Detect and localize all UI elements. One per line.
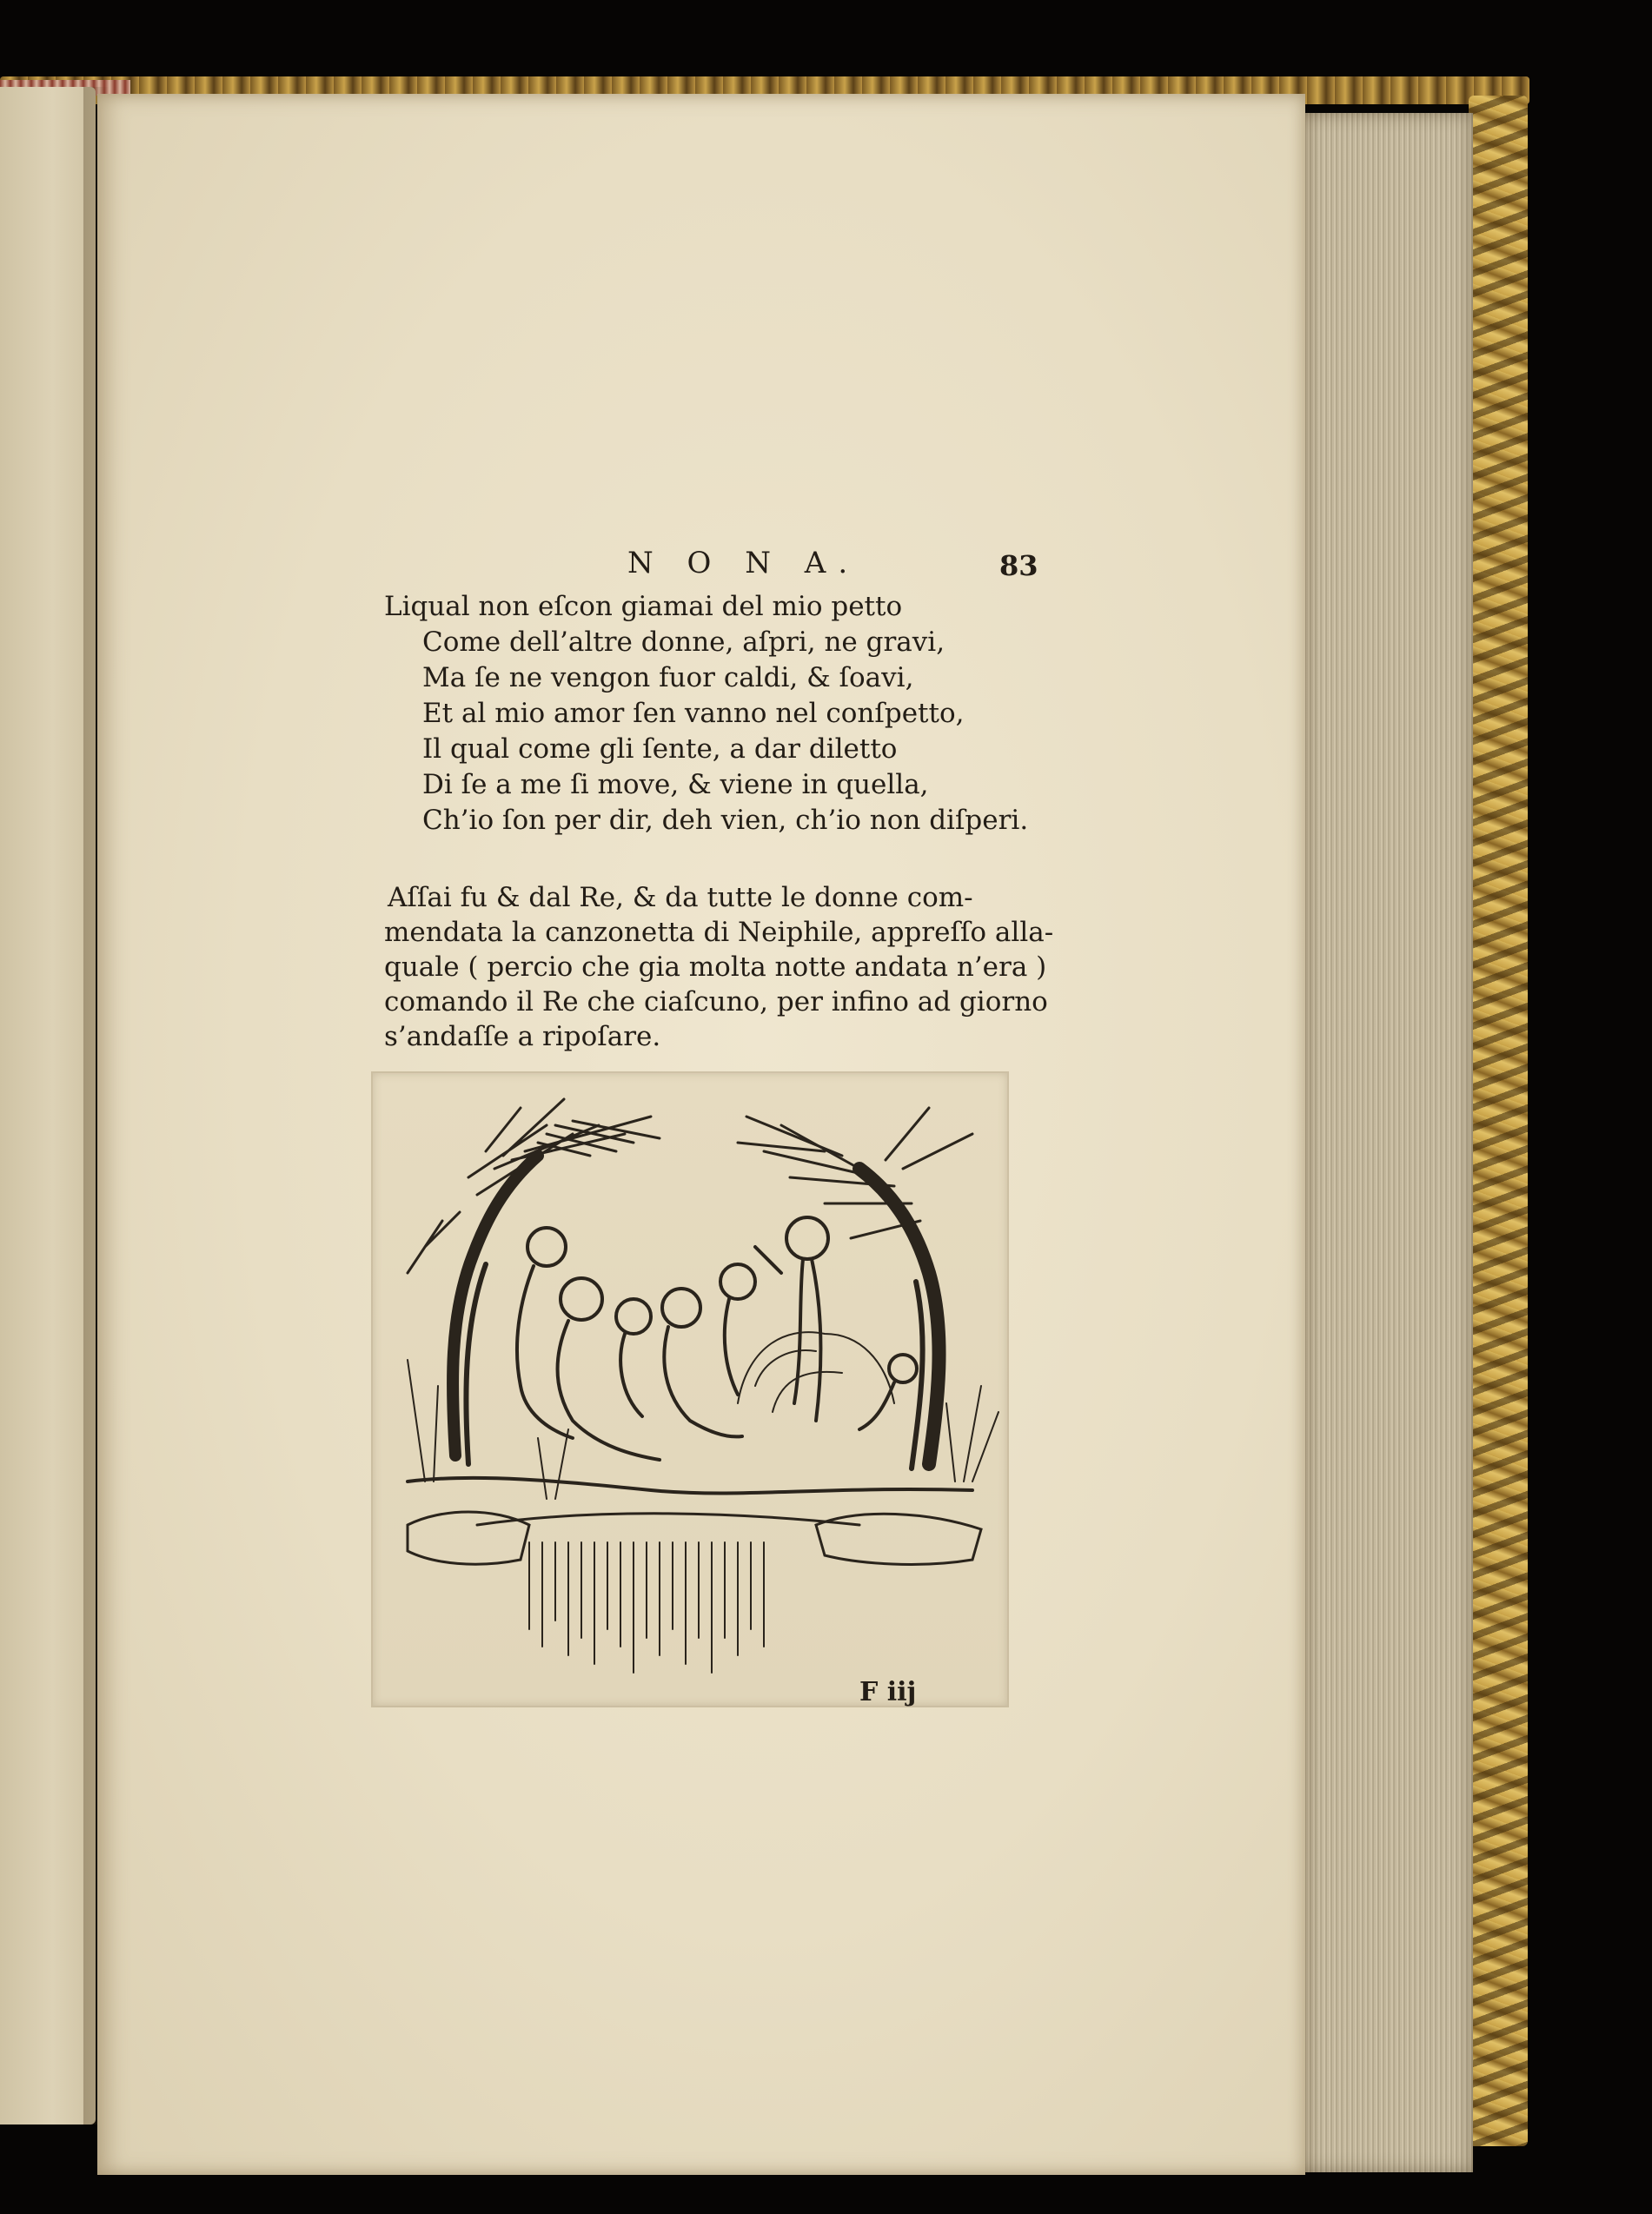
verse-line: Ch’io ſon per dir, deh vien, ch’io non diſperi. (422, 805, 1029, 836)
recto-page (97, 94, 1305, 2175)
verse-line: Come dell’altre donne, aſpri, ne gravi, (422, 626, 945, 658)
running-head (384, 546, 1062, 580)
prose-line: mendata la canzonetta di Neiphile, appreſſo alla- (384, 917, 1054, 948)
verso-page-edge (0, 87, 96, 2125)
prose-line: Aſſai fu & dal Re, & da tutte le donne com- (388, 882, 973, 913)
running-head-title: N O N A. (627, 546, 860, 580)
prose-paragraph (384, 880, 1054, 1054)
engraving-illustration (373, 1073, 1007, 1706)
engraving-plate (373, 1073, 1007, 1706)
prose-line: quale ( percio che gia molta notte andata n’era ) (384, 951, 1047, 983)
verse-line: Di ſe a me ſi move, & viene in quella, (422, 769, 929, 800)
signature-mark: F iij (859, 1677, 917, 1707)
verse-stanza (384, 589, 1062, 839)
prose-line: s’andaſſe a ripoſare. (384, 1021, 661, 1052)
gilt-binding-edge (1469, 96, 1528, 2146)
page-number: 83 (999, 549, 1038, 582)
prose-line: comando il Re che ciaſcuno, per infino ad giorno (384, 986, 1048, 1018)
verse-line: Et al mio amor ſen vanno nel conſpetto, (422, 698, 965, 729)
verse-line: Il qual come gli ſente, a dar diletto (422, 733, 898, 765)
verse-line: Liqual non eſcon giamai del mio petto (384, 591, 903, 622)
verse-line: Ma ſe ne vengon fuor caldi, & ſoavi, (422, 662, 914, 693)
